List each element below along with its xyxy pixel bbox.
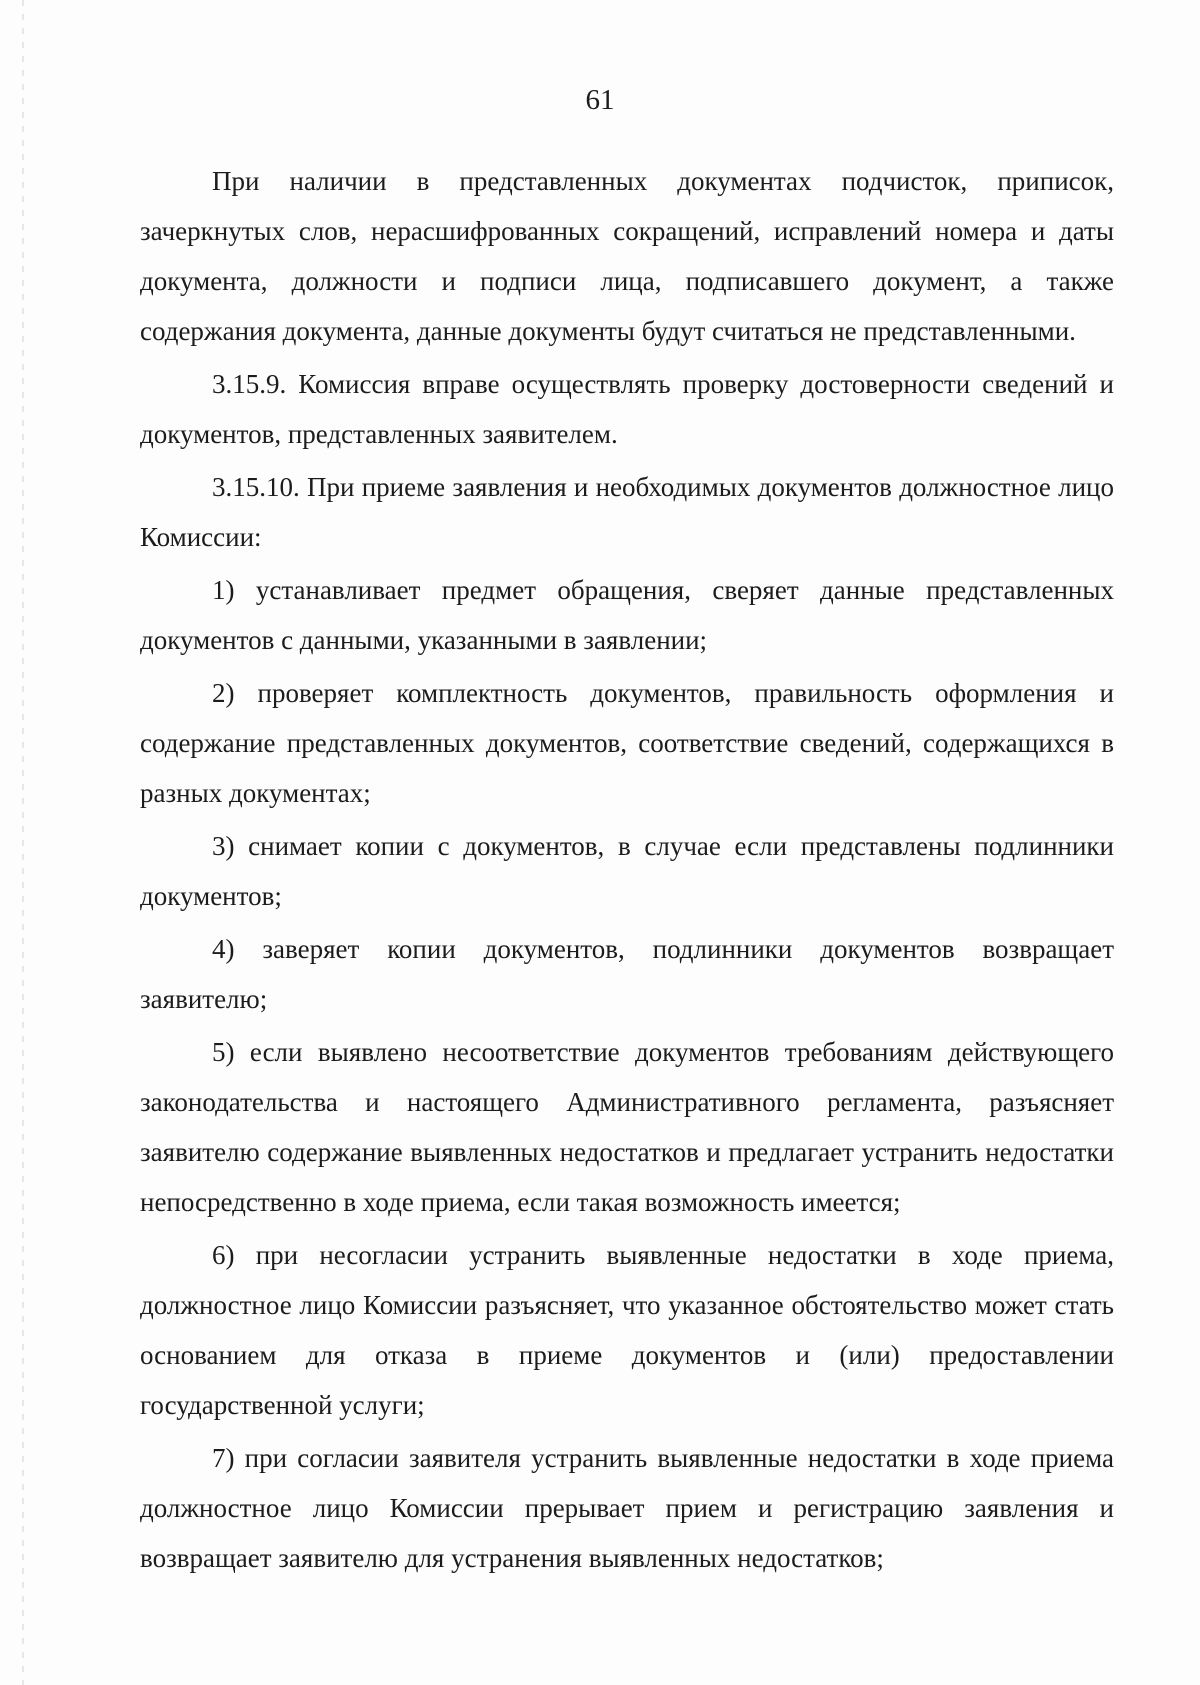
paragraph-3-15-10: 3.15.10. При приеме заявления и необходимых документов должностное лицо Комиссии:	[140, 472, 1114, 552]
scan-edge-artifact	[22, 0, 24, 1685]
list-item-2: 2) проверяет комплектность документов, правильность оформления и содержание представленных документов, соответствие сведений, содержащихся в разных документах;	[140, 678, 1114, 808]
paragraph-corrections-notice: При наличии в представленных документах подчисток, приписок, зачеркнутых слов, нерасшифрованных сокращений, исправлений номера и даты документа, должности и подписи лица, подписавшего документ, а также содержания документа, данные документы будут считаться не представленными.	[140, 166, 1114, 346]
list-item-7: 7) при согласии заявителя устранить выявленные недостатки в ходе приема должностное лицо Комиссии прерывает прием и регистрацию заявления и возвращает заявителю для устранения выявленных недостатков;	[140, 1443, 1114, 1573]
page-number: 61	[585, 84, 615, 116]
list-item-5: 5) если выявлено несоответствие документов требованиям действующего законодательства и настоящего Административного регламента, разъясняет заявителю содержание выявленных недостатков и предлагает устранить недостатки непосредственно в ходе приема, если такая возможность имеется;	[140, 1037, 1114, 1217]
list-item-4: 4) заверяет копии документов, подлинники документов возвращает заявителю;	[140, 934, 1114, 1014]
list-item-1: 1) устанавливает предмет обращения, сверяет данные представленных документов с данными, указанными в заявлении;	[140, 575, 1114, 655]
paragraph-3-15-9: 3.15.9. Комиссия вправе осуществлять проверку достоверности сведений и документов, представленных заявителем.	[140, 369, 1114, 449]
document-body	[140, 156, 1114, 1583]
list-item-3: 3) снимает копии с документов, в случае если представлены подлинники документов;	[140, 831, 1114, 911]
list-item-6: 6) при несогласии устранить выявленные недостатки в ходе приема, должностное лицо Комиссии разъясняет, что указанное обстоятельство может стать основанием для отказа в приеме документов и (или) предоставлении государственной услуги;	[140, 1240, 1114, 1420]
